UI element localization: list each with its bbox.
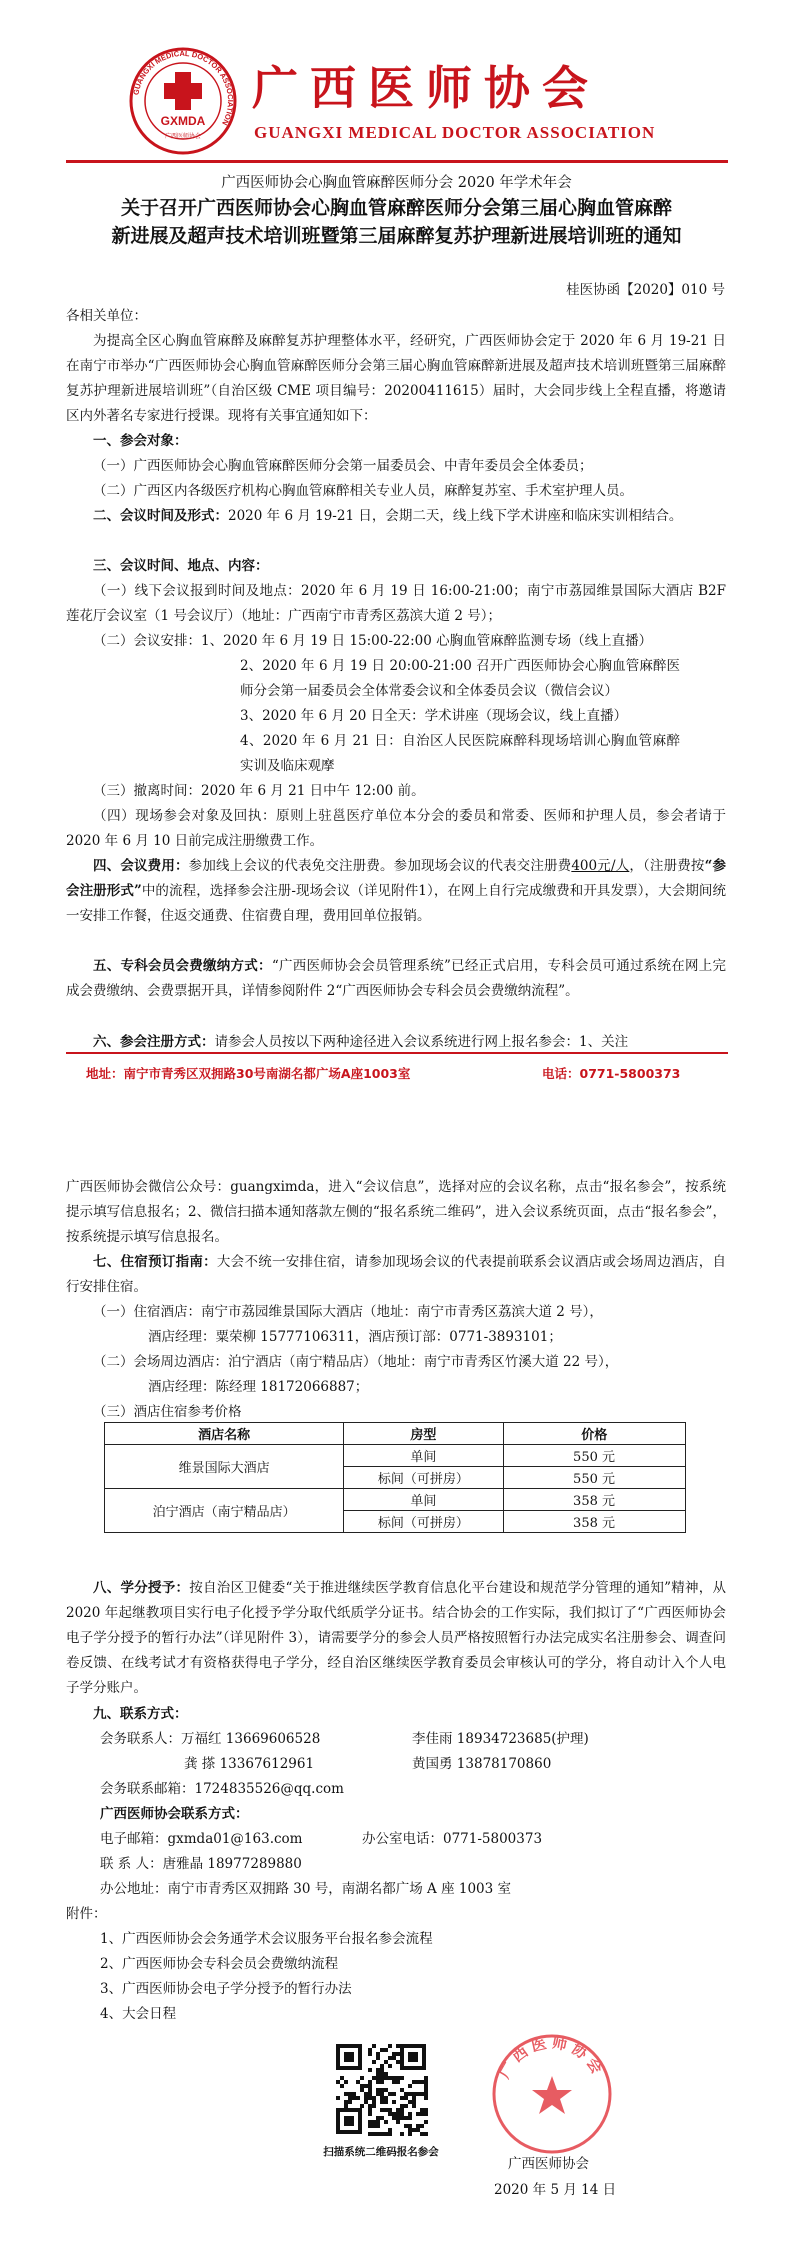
table-header: 房型 [344, 1423, 503, 1445]
title-line1: 广西医师协会心胸血管麻醉医师分会 2020 年学术年会 [221, 175, 572, 191]
contact-phone: 13669606528 [225, 1731, 321, 1747]
room-price: 550 元 [503, 1467, 685, 1489]
section3-item2-2: 2、2020 年 6 月 19 日 20:00-21:00 召开广西医师协会心胸血管麻醉医师分会第一届委员会全体常委会议和全体委员会议（微信会议） [240, 658, 680, 699]
section6-page2: 广西医师协会微信公众号：guangximda，进入“会议信息”，选择对应的会议名称，点击“报名参会”，按系统提示填写信息报名；2、微信扫描本通知落款左侧的“报名系统二维码”，进入会议系统页面，点击“报名参会”，按系统提示填写信息报名。 [66, 1179, 726, 1245]
contact-label: 会务联系人： [100, 1731, 181, 1747]
assoc-contact-heading: 广西医师协会联系方式： [100, 1806, 249, 1822]
hotel-name: 维景国际大酒店 [105, 1445, 344, 1489]
section5 [66, 954, 726, 1004]
section8-heading: 八、学分授予： [93, 1580, 190, 1596]
logo-ring-text: GUANGXI MEDICAL DOCTOR ASSOCIATION [131, 48, 236, 127]
attachment-item: 3、广西医师协会电子学分授予的暂行办法 [100, 1981, 352, 1997]
contact-row2b [412, 1752, 732, 1777]
section7 [66, 1250, 726, 1300]
assoc-address: 办公地址：南宁市青秀区双拥路 30 号，南湖名都广场 A 座 1003 室 [100, 1881, 512, 1897]
hotel-price-table [104, 1422, 686, 1533]
contact-name: 龚 搽 [184, 1756, 216, 1772]
svg-text:广西医师协会 [495, 2033, 608, 2081]
contact-name: 黄国勇 [412, 1756, 453, 1772]
assoc-email: 电子邮箱：gxmda01@163.com [100, 1831, 303, 1847]
room-type: 单间 [344, 1445, 503, 1467]
section2-heading: 二、会议时间及形式： [93, 508, 228, 524]
section7-item1b: 酒店经理：粟荣柳 15777106311，酒店预订部：0771-3893101； [148, 1329, 562, 1345]
table-row [105, 1489, 686, 1511]
intro-paragraph: 为提高全区心胸血管麻醉及麻醉复苏护理整体水平，经研究，广西医师协会定于 2020 年 6 月 19-21 日在南宁市举办“广西医师协会心胸血管麻醉医师分会第三届心胸血管麻醉新进展及超声技术培训班暨第三届麻醉复苏护理新进展培训班”（自治区级 CME 项目编号：20200411615）届时，大会同步线上全程直播，将邀请区内外著名专家进行授课。现将有关事宜通知如下： [66, 333, 726, 424]
qr-caption: 扫描系统二维码报名参会 [323, 2146, 439, 2158]
section6-heading: 六、参会注册方式： [93, 1034, 215, 1050]
section5-text: “广西医师协会会员管理系统”已经正式启用，专科会员可通过系统在网上完成会费缴纳、会费票据开具，详情参阅附件 2“广西医师协会专科会员会费缴纳流程”。 [66, 958, 726, 999]
contact-email: 会务联系邮箱：1724835526@qq.com [100, 1781, 344, 1797]
section7-item1a: （一）住宿酒店：南宁市荔园维景国际大酒店（地址：南宁市青秀区荔滨大道 2 号）， [93, 1304, 603, 1320]
org-name-en: GUANGXI MEDICAL DOCTOR ASSOCIATION [254, 123, 656, 142]
room-type: 标间（可拼房） [344, 1467, 503, 1489]
attachment-item: 1、广西医师协会会务通学术会议服务平台报名参会流程 [100, 1931, 433, 1947]
section8 [66, 1576, 726, 1701]
registration-qr-code[interactable] [334, 2042, 428, 2136]
attachment-item: 2、广西医师协会专科会员会费缴纳流程 [100, 1956, 339, 1972]
contact-phone: 18934723685(护理) [456, 1731, 589, 1747]
org-name-cn: 广西医师协会 [252, 61, 600, 115]
room-price: 358 元 [503, 1511, 685, 1533]
section4-text-c: 中的流程，选择参会注册-现场会议（详见附件1），在网上自行完成缴费和开具发票），大会期间统一安排工作餐，住返交通费、住宿费自理，费用回单位报销。 [66, 883, 727, 924]
footer-address: 地址：南宁市青秀区双拥路30号南湖名都广场A座1003室 [86, 1066, 411, 1081]
table-row [105, 1445, 686, 1467]
section6-text-page1: 请参会人员按以下两种途径进入会议系统进行网上报名参会：1、关注 [214, 1034, 629, 1050]
section3-item2-4: 4、2020 年 6 月 21 日：自治区人民医院麻醉科现场培训心胸血管麻醉实训及临床观摩 [240, 733, 680, 774]
section3-item2-lead: （二）会议安排：1、2020 年 6 月 19 日 15:00-22:00 心胸血管麻醉监测专场（线上直播） [93, 633, 653, 649]
section3-heading: 三、会议时间、地点、内容： [93, 558, 269, 574]
section7-item2a: （二）会场周边酒店：泊宁酒店（南宁精品店）（地址：南宁市青秀区竹溪大道 22 号）， [93, 1354, 619, 1370]
logo-text: GXMDA [160, 114, 206, 128]
table-header: 酒店名称 [105, 1423, 344, 1445]
contact-name: 万福红 [181, 1731, 222, 1747]
room-price: 358 元 [503, 1489, 685, 1511]
room-type: 标间（可拼房） [344, 1511, 503, 1533]
title-line2: 关于召开广西医师协会心胸血管麻醉医师分会第三届心胸血管麻醉 [120, 197, 672, 219]
section7-item2b: 酒店经理：陈经理 18172066887； [148, 1379, 369, 1395]
footer-line [66, 1052, 728, 1054]
contact-row1b [412, 1727, 732, 1752]
section7-heading: 七、住宿预订指南： [93, 1254, 217, 1270]
footer-phone: 电话：0771-5800373 [542, 1066, 681, 1081]
seal-text: 广西医师协会 [495, 2033, 609, 2082]
contact-phone: 13367612961 [219, 1756, 315, 1772]
table-header: 价格 [503, 1423, 685, 1445]
section7-text: 大会不统一安排住宿，请参加现场会议的代表提前联系会议酒店或会场周边酒店，自行安排住宿。 [66, 1254, 727, 1295]
contact-phone: 13878170860 [456, 1756, 552, 1772]
section1-heading: 一、参会对象： [93, 433, 188, 449]
attachment-item: 4、大会日程 [100, 2006, 177, 2022]
attachments-label: 附件： [66, 1906, 107, 1922]
section1-item2: （二）广西区内各级医疗机构心胸血管麻醉相关专业人员，麻醉复苏室、手术室护理人员。 [93, 483, 633, 499]
official-seal [490, 2032, 614, 2156]
section8-text: 按自治区卫健委“关于推进继续医学教育信息化平台建设和规范学分管理的通知”精神，从 2020 年起继教项目实行电子化授予学分取代纸质学分证书。结合协会的工作实际，我们拟订了“广西医师协会电子学分授予的暂行办法”（详见附件 3），请需要学分的参会人员严格按照暂行办法完成实名注册参会、调查问卷反馈、在线考试才有资格获得电子学分，经自治区继续医学教育委员会审核认可的学分，将自动计入个人电子学分账户。 [66, 1580, 726, 1696]
section7-item3: （三）酒店住宿参考价格 [93, 1404, 242, 1420]
hotel-name: 泊宁酒店（南宁精品店） [105, 1489, 344, 1533]
signature-org: 广西医师协会 [508, 2156, 589, 2172]
section4 [66, 854, 726, 929]
section2-text: 2020 年 6 月 19-21 日，会期二天，线上线下学术讲座和临床实训相结合。 [228, 508, 683, 524]
section4-text-b: ，（注册费按 [629, 858, 705, 874]
doc-number: 桂医协函【2020】010 号 [566, 282, 725, 298]
logo-small-text: 广西医师协会 [164, 133, 202, 140]
room-type: 单间 [344, 1489, 503, 1511]
section9-heading: 九、联系方式： [93, 1706, 188, 1722]
assoc-contact-person: 联 系 人：唐雅晶 18977289880 [100, 1856, 302, 1872]
section3-item4: （四）现场参会对象及回执：原则上驻邕医疗单位本分会的委员和常委、医师和护理人员，参会者请于 2020 年 6 月 10 日前完成注册缴费工作。 [66, 808, 726, 849]
contact-row2 [184, 1752, 404, 1777]
section1-item1: （一）广西医师协会心胸血管麻醉医师分会第一届委员会、中青年委员会全体委员； [93, 458, 593, 474]
section4-heading: 四、会议费用： [93, 858, 189, 874]
table-header-row [105, 1423, 686, 1445]
section2 [66, 504, 726, 529]
salutation: 各相关单位： [66, 308, 147, 324]
section3-item1: （一）线下会议报到时间及地点：2020 年 6 月 19 日 16:00-21:00；南宁市荔园维景国际大酒店 B2F 莲花厅会议室（1 号会议厅）（地址：广西南宁市青秀区荔滨大道 2 号）； [66, 583, 726, 624]
section4-bold: “参会注册形式” [66, 858, 727, 899]
contact-name: 李佳雨 [412, 1731, 453, 1747]
header-line [66, 160, 728, 163]
room-price: 550 元 [503, 1445, 685, 1467]
section3-item2-3: 3、2020 年 6 月 20 日全天：学术讲座（现场会议，线上直播） [240, 708, 628, 724]
section3-item3: （三）撤离时间：2020 年 6 月 21 日中午 12:00 前。 [93, 783, 425, 799]
registration-fee: 400元/人 [571, 858, 630, 874]
section4-text-a: 参加线上会议的代表免交注册费。参加现场会议的代表交注册费 [188, 858, 572, 874]
title-line3: 新进展及超声技术培训班暨第三届麻醉复苏护理新进展培训班的通知 [111, 225, 682, 247]
assoc-phone: 办公室电话：0771-5800373 [362, 1831, 543, 1847]
signature-date: 2020 年 5 月 14 日 [494, 2182, 617, 2198]
section5-heading: 五、专科会员会费缴纳方式： [93, 958, 272, 974]
logo [128, 46, 238, 156]
